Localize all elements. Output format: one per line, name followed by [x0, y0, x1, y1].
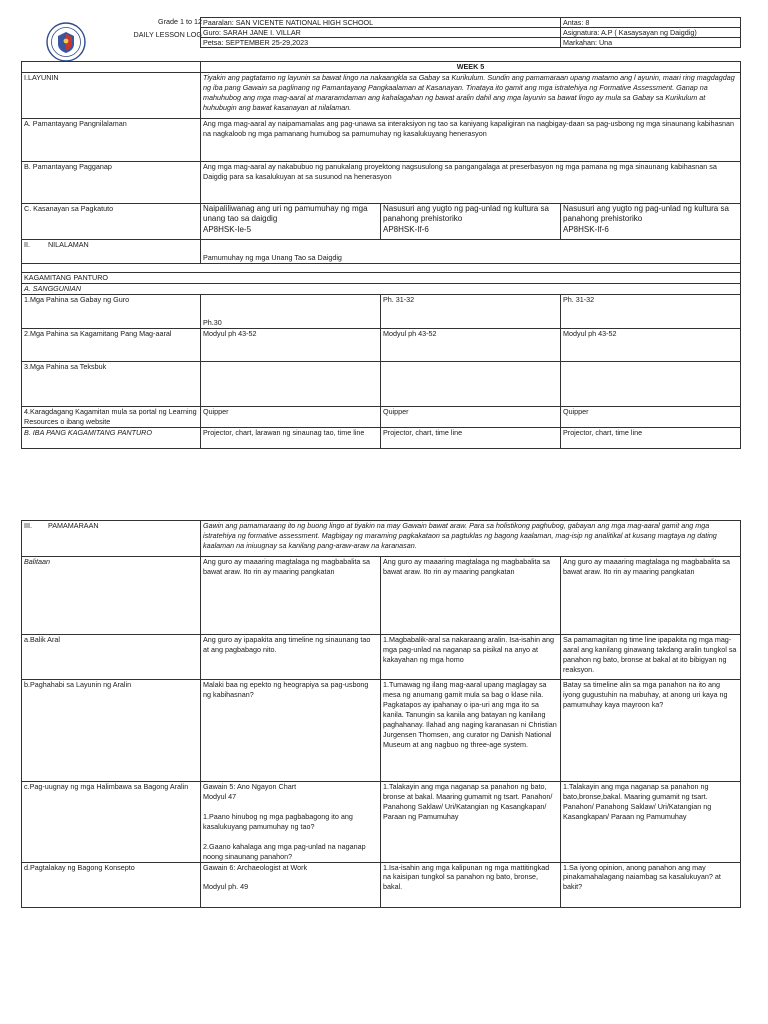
news-day1: Ang guro ay maaaring magtalaga ng magbabalita sa bawat araw. Ito rin ay maaring pangkatan — [201, 557, 381, 635]
textbook-label: 3.Mga Pahina sa Teksbuk — [22, 361, 201, 406]
quarter-field: Markahan: Una — [561, 38, 741, 48]
teacher-guide-day1: Ph.30 — [201, 294, 381, 328]
teacher-field: Guro: SARAH JANE I. VILLAR — [201, 28, 561, 38]
learner-material-day1: Modyul ph 43-52 — [201, 328, 381, 361]
lesson-plan-table-procedures — [21, 520, 741, 908]
content-standard-label: A. Pamantayang Pangnilalaman — [22, 118, 201, 161]
other-materials-day2: Projector, chart, time line — [381, 427, 561, 448]
review-day2: 1.Magbabalik-aral sa nakaraang aralin. Isa-isahin ang mga pag-unlad na naganap sa pisikal na anyo at kakayahan ng mga homo — [381, 635, 561, 680]
lesson-plan-table-objectives — [21, 61, 741, 449]
content-text: Pamumuhay ng mga Unang Tao sa Daigdig — [201, 239, 741, 263]
new-concept-day3: 1.Sa iyong opinion, anong panahon ang may pinakamahalagang naiambag sa kasalukuyan? at bakit? — [561, 862, 741, 907]
examples-day2: 1.Talakayin ang mga naganap sa panahon ng bato, bronse at bakal. Maaring gumamit ng tsart. Panahon/ Panahong Saklaw/ Uri/Katangian ng Kasangkapan/ Paraan ng Pamumuhay — [381, 782, 561, 863]
school-field: Paaralan: SAN VICENTE NATIONAL HIGH SCHOOL — [201, 18, 561, 28]
examples-day1: Gawain 5: Ano Ngayon Chart Modyul 47 1.Paano hinubog ng mga pagbabagong ito ang kasalukuyang pamumuhay ng tao? 2.Gaano kahalaga ang mga pag-unlad na naganap noong sinaunang panahon? — [201, 782, 381, 863]
performance-standard-text: Ang mga mag-aaral ay nakabubuo ng panukalang proyektong nagsusulong sa pangangalaga at preserbasyon ng mga pamana ng mga sinaunang kabihasnan sa Daigdig para sa kasalukuyan at sa susunod na henerasyon — [201, 161, 741, 203]
grade-level-label: Grade 1 to 12 — [158, 17, 202, 26]
examples-label: c.Pag-uugnay ng mga Halimbawa sa Bagong Aralin — [22, 782, 201, 863]
purpose-day2: 1.Tumawag ng ilang mag-aaral upang maglagay sa mesa ng anumang gamit mula sa bag o klase nila. Pagkatapos ay ipahanay o ipa-uri ang mga ito sa kanila. Tanungin sa kanila ang batayan ng kanilang paghahanay. Ilahad ang naging karanasan ni Christian Jurgensen Thomsen, ang curator ng Danish National Museum at ang nagbuo ng three-age system. — [381, 680, 561, 782]
lr-portal-day1: Quipper — [201, 406, 381, 427]
objectives-text: Tiyakin ang pagtatamo ng layunin sa bawat lingo na nakaangkla sa Gabay sa Kurikulum. Sundin ang pamamaraan upang matamo ang l ayunin, maari ring magdagdag ng iba pang Gawain sa paglinang ng Pamantayang Pangkaalaman at Kasanayan. Tinataya ito gamit ang mga istratehiya ng Formative Assessment. Ganap na mahuhubog ang mga mag-aaral at mararamdaman ang kahalagahan ng bawat aralin dahil ang mga layunin sa bawat lingo ay mula sa Gabay sa Kurikulum at huhubugin ang bawat kasanayan at nilalaman. — [201, 72, 741, 118]
learner-material-day2: Modyul ph 43-52 — [381, 328, 561, 361]
review-day3: Sa pamamagitan ng time line ipapakita ng mga mag-aaral ang kanilang ginawang takdang aralin tungkol sa panahon ng bato, bronse at bakal at ito bibigyan ng reaksyon. — [561, 635, 741, 680]
new-concept-label: d.Pagtalakay ng Bagong Konsepto — [22, 862, 201, 907]
news-day2: Ang guro ay maaaring magtalaga ng magbabalita sa bawat araw. Ito rin ay maaring pangkatan — [381, 557, 561, 635]
grade-field: Antas: 8 — [561, 18, 741, 28]
other-materials-label: B. IBA PANG KAGAMITANG PANTURO — [22, 427, 201, 448]
competency-day2: Nasusuri ang yugto ng pag-unlad ng kultura sa panahong prehistoriko AP8HSK-If-6 — [381, 203, 561, 239]
purpose-day1: Malaki baa ng epekto ng heograpiya sa pag-usbong ng kabihasnan? — [201, 680, 381, 782]
teacher-guide-day2: Ph. 31-32 — [381, 294, 561, 328]
teacher-guide-label: 1.Mga Pahina sa Gabay ng Guro — [22, 294, 201, 328]
objectives-label: I.LAYUNIN — [22, 72, 201, 118]
date-field: Petsa: SEPTEMBER 25-29,2023 — [201, 38, 561, 48]
performance-standard-label: B. Pamantayang Pagganap — [22, 161, 201, 203]
lr-portal-day2: Quipper — [381, 406, 561, 427]
other-materials-day1: Projector, chart, larawan ng sinaunag tao, time line — [201, 427, 381, 448]
procedures-text: Gawin ang pamamaraang ito ng buong lingo at tiyakin na may Gawain bawat araw. Para sa holistikong paghubog, gabayan ang mga mag-aaral gamit ang mga istratehiya ng formative assessment. Magbigay ng maraming pagkakataon sa pagtuklas ng bagong kaalaman, mag-isip ng analitikal at kusang magtaya ng dating kaalaman na iniuugnay sa kanilang pang-araw-araw na karanasan. — [201, 521, 741, 557]
news-day3: Ang guro ay maaaring magtalaga ng magbabalita sa bawat araw. Ito rin ay maaring pangkatan — [561, 557, 741, 635]
purpose-label: b.Paghahabi sa Layunin ng Aralin — [22, 680, 201, 782]
competency-day1: Naipaliliwanag ang uri ng pamumuhay ng mga unang tao sa daigdig AP8HSK-Ie-5 — [201, 203, 381, 239]
other-materials-day3: Projector, chart, time line — [561, 427, 741, 448]
review-label: a.Balik Aral — [22, 635, 201, 680]
content-standard-text: Ang mga mag-aaral ay naipamamalas ang pag-unawa sa interaksiyon ng tao sa kaniyang kapaligiran na nagbigay-daan sa pag-usbong ng mga sinaunang kabihasnan na nagkaloob ng mga pamanang humubog sa pamumuhay ng kasalukuyang henerasyon — [201, 118, 741, 161]
learner-material-label: 2.Mga Pahina sa Kagamitang Pang Mag-aaral — [22, 328, 201, 361]
header-info-table — [200, 17, 741, 48]
lr-portal-label: 4.Karagdagang Kagamitan mula sa portal ng Learning Resources o ibang website — [22, 406, 201, 427]
competency-day3: Nasusuri ang yugto ng pag-unlad ng kultura sa panahong prehistoriko AP8HSK-If-6 — [561, 203, 741, 239]
materials-heading: KAGAMITANG PANTURO — [22, 272, 741, 283]
school-seal-logo — [46, 22, 86, 62]
daily-lesson-log-title: DAILY LESSON LOG — [133, 30, 202, 39]
content-label: II. NILALAMAN — [22, 239, 201, 263]
learner-material-day3: Modyul ph 43-52 — [561, 328, 741, 361]
teacher-guide-day3: Ph. 31-32 — [561, 294, 741, 328]
references-heading: A. SANGGUNIAN — [22, 283, 741, 294]
new-concept-day1: Gawain 6: Archaeologist at Work Modyul ph. 49 — [201, 862, 381, 907]
news-label: Balitaan — [22, 557, 201, 635]
purpose-day3: Batay sa timeline alin sa mga panahon na ito ang iyong gugustuhin na mabuhay, at anong uri kaya ng pamumuhay kaya mayroon ka? — [561, 680, 741, 782]
procedures-label: III. PAMAMARAAN — [22, 521, 201, 557]
competency-label: C. Kasanayan sa Pagkatuto — [22, 203, 201, 239]
new-concept-day2: 1.Isa-isahin ang mga kalipunan ng mga mattitingkad na kaisipan tungkol sa panahon ng bato, bronse, bakal. — [381, 862, 561, 907]
week-label: WEEK 5 — [201, 62, 741, 73]
subject-field: Asignatura: A.P ( Kasaysayan ng Daigdig) — [561, 28, 741, 38]
lr-portal-day3: Quipper — [561, 406, 741, 427]
examples-day3: 1.Talakayin ang mga naganap sa panahon ng bato,bronse,bakal. Maaring gumamit ng tsart. Panahon/ Panahong Saklaw/ Uri/Katangian ng Kasangkapan/ Paraan ng Pamumuhay — [561, 782, 741, 863]
review-day1: Ang guro ay ipapakita ang timeline ng sinaunang tao at ang pagbabago nito. — [201, 635, 381, 680]
